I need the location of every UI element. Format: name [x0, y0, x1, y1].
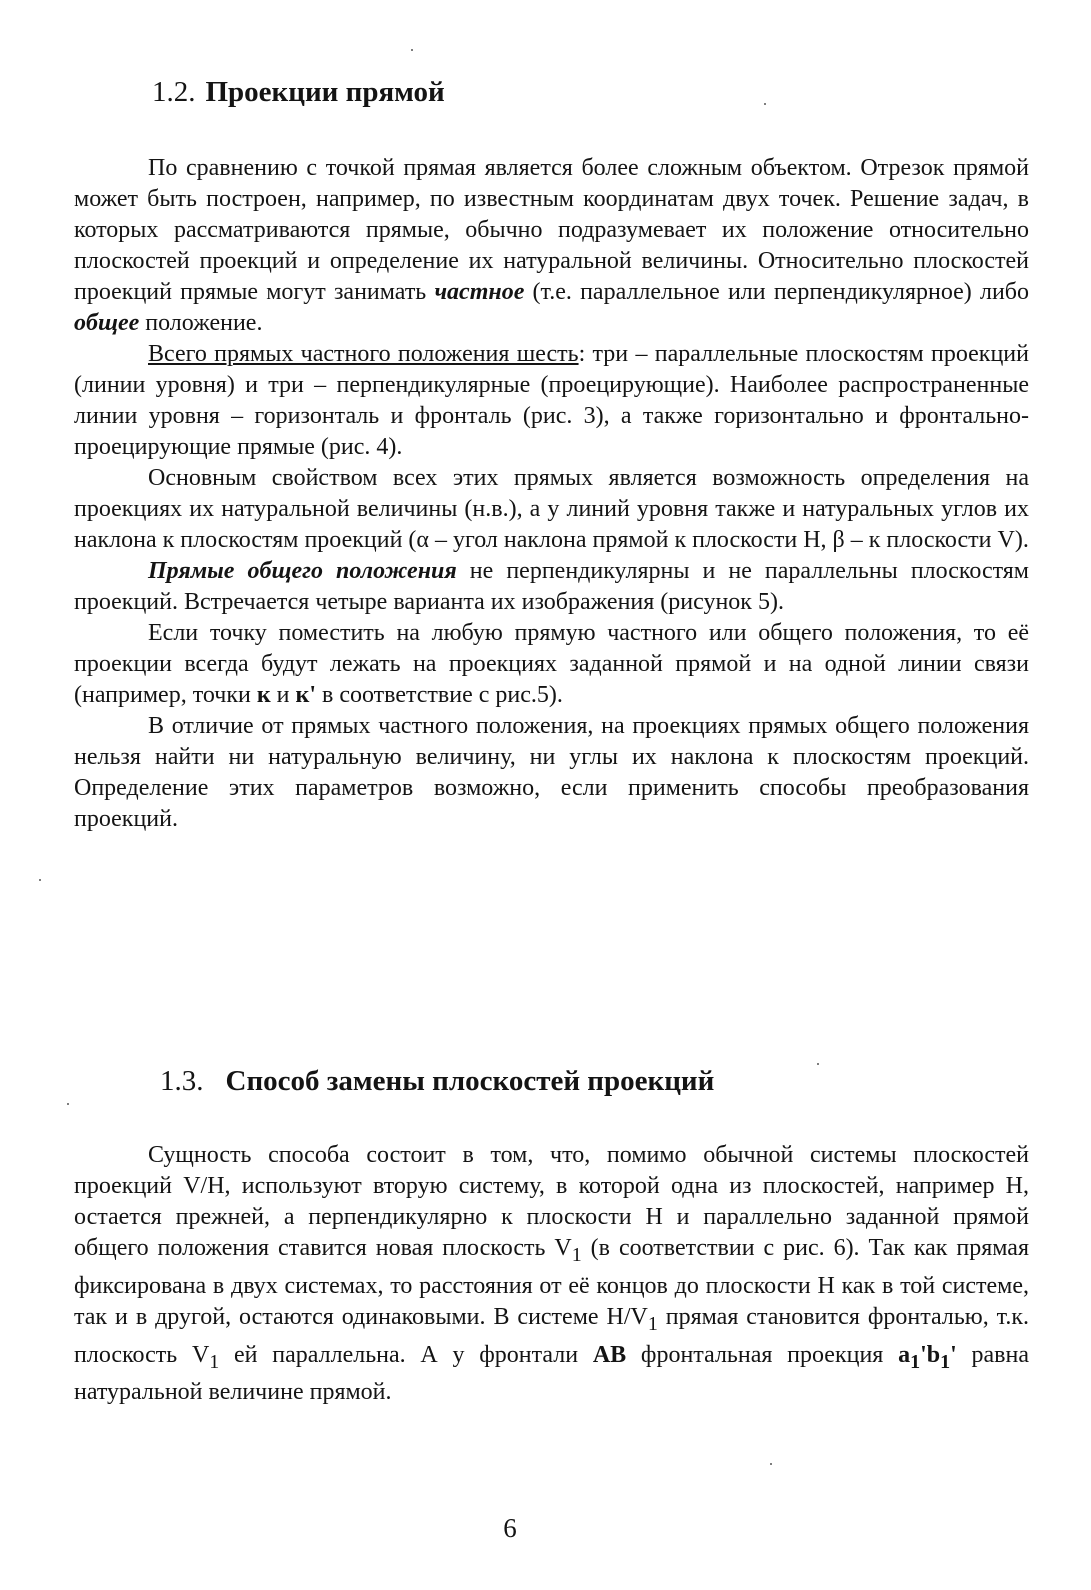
- section-body-1-3: [74, 1140, 1029, 1408]
- page-number: 6: [503, 1513, 517, 1543]
- subscript: 1: [571, 1243, 582, 1266]
- emphasis-term: общее: [74, 310, 140, 336]
- subscript: 1: [647, 1312, 658, 1335]
- paragraph: В отличие от прямых частного положения, на проекциях прямых общего положения нельзя найти ни натуральную величину, ни углы их наклона к плоскостям проекций. Определение этих параметров возможно, если применить способы преобразования проекций.: [74, 713, 1029, 832]
- scan-speck: [411, 49, 413, 51]
- subscript: 1: [209, 1350, 220, 1373]
- section-number: 1.2.: [152, 76, 196, 108]
- paragraph: Если точку поместить на любую прямую частного или общего положения, то её проекции всегда будут лежать на проекциях заданной прямой и на одной линии связи (например, точки к и к' в соответствие с рис.5).: [74, 620, 1029, 708]
- point-label: к': [295, 682, 316, 708]
- point-label: к: [256, 682, 271, 708]
- section-number: 1.3.: [160, 1065, 204, 1097]
- scan-speck: [67, 1103, 69, 1105]
- paragraph: Всего прямых частного положения шесть: три – параллельные плоскостям проекций (линии уровня) и три – перпендикулярные (проецирующие). Наиболее распространенные линии уровня – горизонталь и фронталь (рис. 3), а также горизонтально и фронтально-проецирующие прямые (рис. 4).: [74, 341, 1029, 460]
- section-body-1-2: [74, 153, 1029, 835]
- underlined-phrase: Всего прямых частного положения шесть: [148, 341, 579, 367]
- projection-label: $a_1'b_1'$: [898, 1341, 957, 1373]
- section-title: Способ замены плоскостей проекций: [225, 1065, 715, 1097]
- paragraph: Сущность способа состоит в том, что, помимо обычной системы плоскостей проекций V/H, используют вторую систему, в которой одна из плоскостей, например H, остается прежней, а перпендикулярно к плоскости H и параллельно заданной прямой общего положения ставится новая плоскость $V_1$ (в соответствии с рис. 6). Так как прямая фиксирована в двух системах, то расстояния от её концов до плоскости H как в той системе, так и в другой, остаются одинаковыми. В системе $H/V_1$ прямая становится фронталью, т.к. плоскость $V_1$ ей параллельна. А у фронтали AB фронтальная проекция $a_1'b_1'$ равна натуральной величине прямой.: [74, 1142, 1030, 1406]
- scan-speck: [764, 103, 766, 105]
- paragraph: По сравнению с точкой прямая является более сложным объектом. Отрезок прямой может быть построен, например, по известным координатам двух точек. Решение задач, в которых рассматриваются прямые, обычно подразумевает их положение относительно плоскостей проекций и определение их натуральной величины. Относительно плоскостей проекций прямые могут занимать частное (т.е. параллельное или перпендикулярное) либо общее положение.: [74, 155, 1030, 336]
- emphasis-term: Прямые общего положения: [148, 558, 457, 584]
- segment-label: AB: [592, 1341, 627, 1368]
- emphasis-term: частное: [434, 279, 525, 305]
- section-heading-1-2: [152, 74, 445, 110]
- paragraph: Прямые общего положения не перпендикулярны и не параллельны плоскостям проекций. Встречается четыре варианта их изображения (рисунок 5).: [74, 558, 1029, 615]
- scan-speck: [817, 1063, 819, 1065]
- scan-speck: [770, 1463, 772, 1465]
- paragraph: Основным свойством всех этих прямых является возможность определения на проекциях их натуральной величины (н.в.), а у линий уровня также и натуральных углов их наклона к плоскостям проекций (α – угол наклона прямой к плоскости H, β – к плоскости V).: [74, 465, 1029, 553]
- section-title: Проекции прямой: [205, 76, 445, 108]
- scan-speck: [39, 879, 41, 881]
- section-heading-1-3: [160, 1063, 714, 1099]
